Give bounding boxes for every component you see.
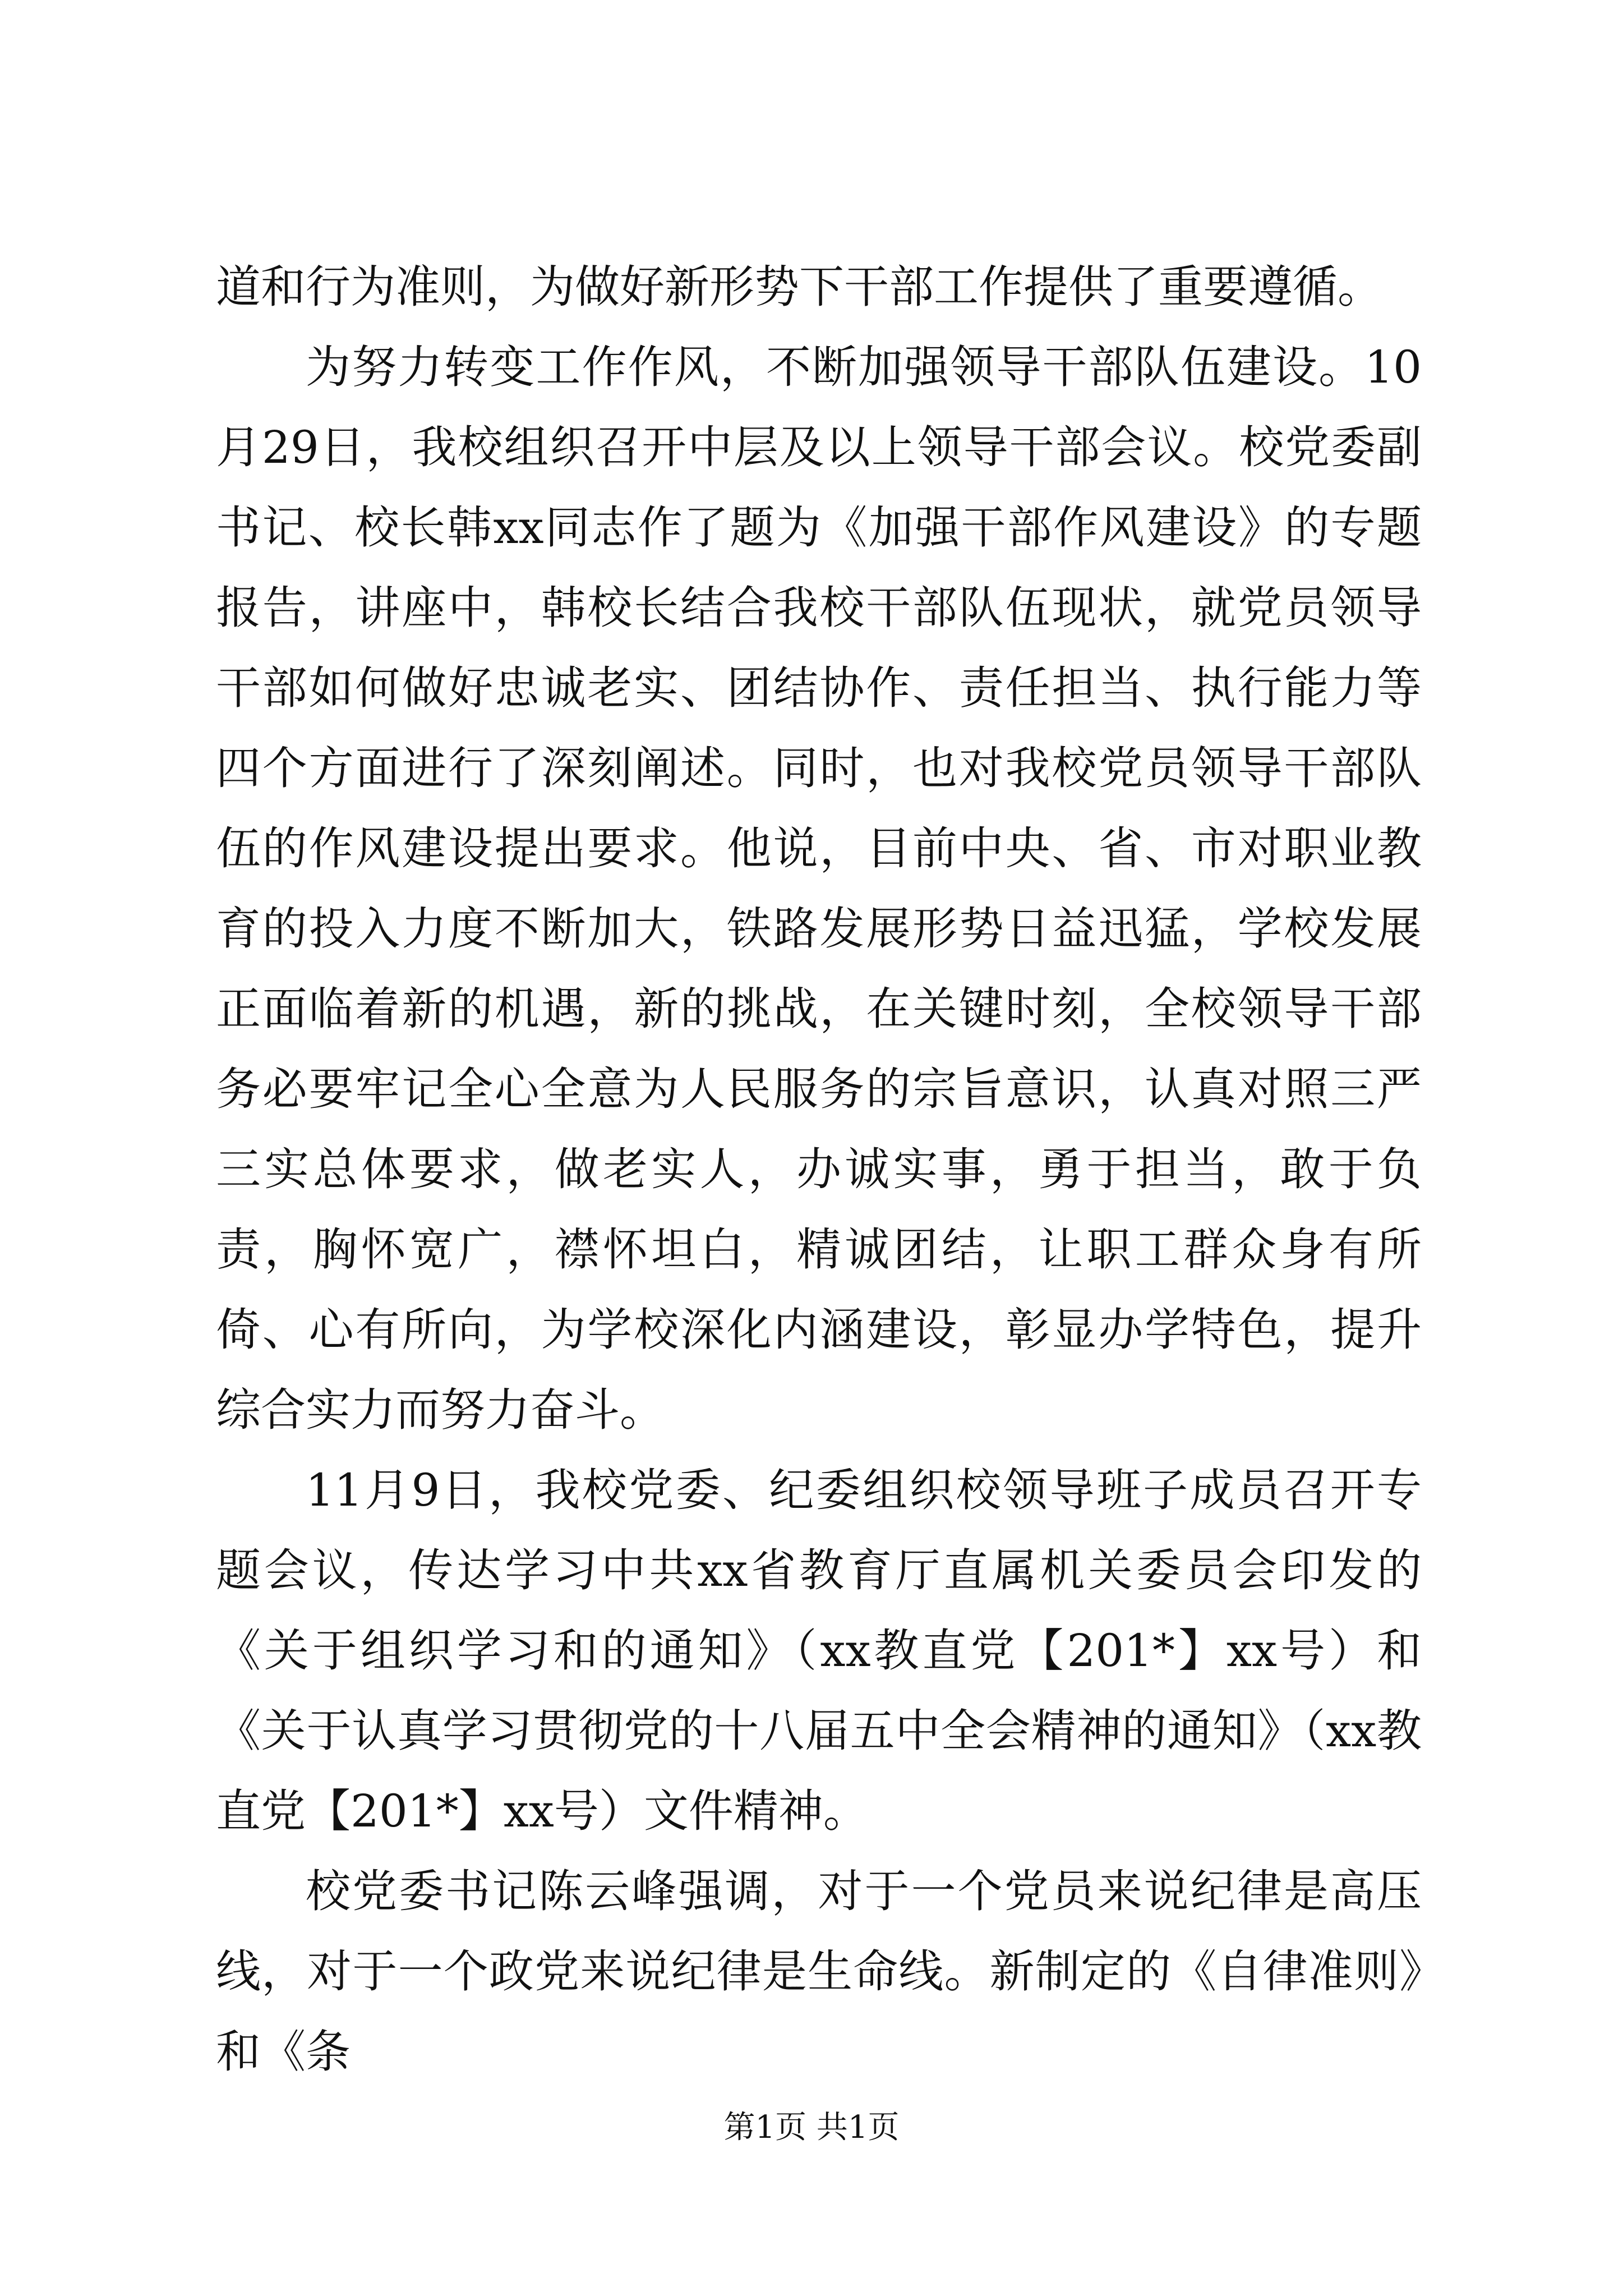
paragraph-1: 道和行为准则，为做好新形势下干部工作提供了重要遵循。: [216, 261, 1382, 313]
paragraph-2: 为努力转变工作作风，不断加强领导干部队伍建设。10月29日，我校组织召开中层及以上领导干部会议。校党委副书记、校长韩xx同志作了题为《加强干部作风建设》的专题报告，讲座中，韩校长结合我校干部队伍现状，就党员领导干部如何做好忠诚老实、团结协作、责任担当、执行能力等四个方面进行了深刻阐述。同时，也对我校党员领导干部队伍的作风建设提出要求。他说，目前中央、省、市对职业教育的投入力度不断加大，铁路发展形势日益迅猛，学校发展正面临着新的机遇，新的挑战，在关键时刻，全校领导干部务必要牢记全心全意为人民服务的宗旨意识，认真对照三严三实总体要求，做老实人，办诚实事，勇于担当，敢于负责，胸怀宽广，襟怀坦白，精诚团结，让职工群众身有所倚、心有所向，为学校深化内涵建设，彰显办学特色，提升综合实力而努力奋斗。: [216, 341, 1422, 1436]
document-body: [216, 247, 1422, 2092]
page-footer: 第1页 共1页: [723, 2109, 900, 2146]
paragraph-4: 校党委书记陈云峰强调，对于一个党员来说纪律是高压线，对于一个政党来说纪律是生命线。新制定的《自律准则》和《条: [216, 1865, 1422, 2078]
paragraph-3: 11月9日，我校党委、纪委组织校领导班子成员召开专题会议，传达学习中共xx省教育厅直属机关委员会印发的《关于组织学习和的通知》（xx教直党【201*】xx号）和《关于认真学习贯彻党的十八届五中全会精神的通知》（xx教直党【201*】xx号）文件精神。: [216, 1464, 1422, 1837]
